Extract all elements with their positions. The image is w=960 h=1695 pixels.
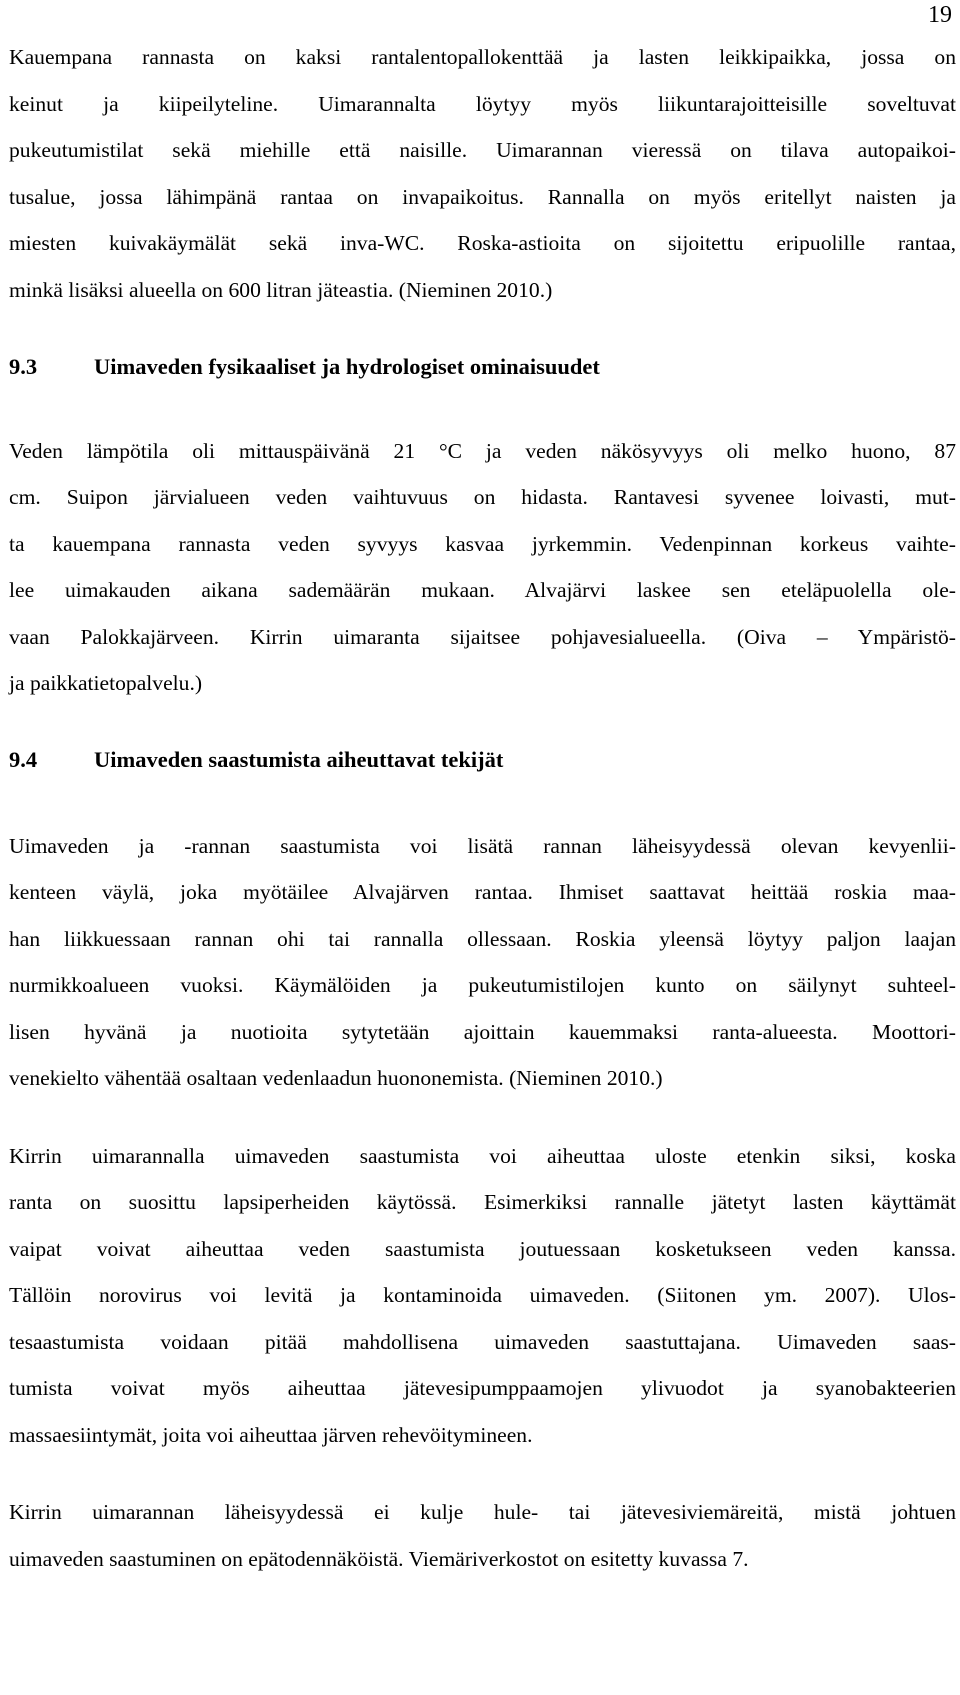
text-line: Veden lämpötila oli mittauspäivänä 21 °C ja veden näkösyvyys oli melko huono, 87 xyxy=(9,439,956,463)
text-line: massaesiintymät, joita voi aiheuttaa järven rehevöitymineen. xyxy=(9,1423,533,1447)
text-line: miesten kuivakäymälät sekä inva-WC. Roska-astioita on sijoitettu eripuolille rantaa, xyxy=(9,231,956,255)
text-line: cm. Suipon järvialueen veden vaihtuvuus on hidasta. Rantavesi syvenee loivasti, mut- xyxy=(9,485,956,509)
text-line: uimaveden saastuminen on epätodennäköistä. Viemäriverkostot on esitetty kuvassa 7. xyxy=(9,1547,749,1571)
text-line: minkä lisäksi alueella on 600 litran jäteastia. (Nieminen 2010.) xyxy=(9,278,553,302)
section-number: 9.3 xyxy=(9,354,38,379)
section-heading-9-3 xyxy=(9,352,600,382)
section-title: Uimaveden fysikaaliset ja hydrologiset ominaisuudet xyxy=(94,354,600,379)
text-line: vaipat voivat aiheuttaa veden saastumista joutuessaan kosketukseen veden kanssa. xyxy=(9,1237,956,1261)
text-line: ranta on suosittu lapsiperheiden käytössä. Esimerkiksi rannalle jätetyt lasten käyttämät xyxy=(9,1190,956,1214)
text-line: Kirrin uimarannan läheisyydessä ei kulje hule- tai jätevesiviemäreitä, mistä johtuen xyxy=(9,1500,956,1524)
section-number: 9.4 xyxy=(9,747,38,772)
section-title: Uimaveden saastumista aiheuttavat tekijät xyxy=(94,747,504,772)
text-line: lisen hyvänä ja nuotioita sytytetään ajoittain kauemmaksi ranta-alueesta. Moottori- xyxy=(9,1020,956,1044)
text-line: pukeutumistilat sekä miehille että naisille. Uimarannan vieressä on tilava autopaikoi- xyxy=(9,138,956,162)
text-line: tesaastumista voidaan pitää mahdollisena uimaveden saastuttajana. Uimaveden saas- xyxy=(9,1330,956,1354)
text-line: ja paikkatietopalvelu.) xyxy=(9,671,203,695)
text-line: Tällöin norovirus voi levitä ja kontaminoida uimaveden. (Siitonen ym. 2007). Ulos- xyxy=(9,1283,956,1307)
text-line: Kirrin uimarannalla uimaveden saastumista voi aiheuttaa uloste etenkin siksi, koska xyxy=(9,1144,956,1168)
text-line: tumista voivat myös aiheuttaa jätevesipumppaamojen ylivuodot ja syanobakteerien xyxy=(9,1376,956,1400)
text-line: tusalue, jossa lähimpänä rantaa on invapaikoitus. Rannalla on myös eritellyt naisten ja xyxy=(9,185,956,209)
text-line: Kauempana rannasta on kaksi rantalentopallokenttää ja lasten leikkipaikka, jossa on xyxy=(9,45,956,69)
text-line: venekielto vähentää osaltaan vedenlaadun huononemista. (Nieminen 2010.) xyxy=(9,1066,663,1090)
text-line: vaan Palokkajärveen. Kirrin uimaranta sijaitsee pohjavesialueella. (Oiva – Ympäristö- xyxy=(9,625,956,649)
section-heading-9-4 xyxy=(9,745,503,775)
text-line: Uimaveden ja -rannan saastumista voi lisätä rannan läheisyydessä olevan kevyenlii- xyxy=(9,834,956,858)
text-line: nurmikkoalueen vuoksi. Käymälöiden ja pukeutumistilojen kunto on säilynyt suhteel- xyxy=(9,973,956,997)
page-number: 19 xyxy=(928,2,952,28)
text-line: han liikkuessaan rannan ohi tai rannalla ollessaan. Roskia yleensä löytyy paljon laajan xyxy=(9,927,956,951)
text-line: ta kauempana rannasta veden syvyys kasvaa jyrkemmin. Vedenpinnan korkeus vaihte- xyxy=(9,532,956,556)
text-line: lee uimakauden aikana sademäärän mukaan. Alvajärvi laskee sen eteläpuolella ole- xyxy=(9,578,956,602)
text-line: kenteen väylä, joka myötäilee Alvajärven rantaa. Ihmiset saattavat heittää roskia maa- xyxy=(9,880,956,904)
text-line: keinut ja kiipeilyteline. Uimarannalta löytyy myös liikuntarajoitteisille soveltuvat xyxy=(9,92,956,116)
